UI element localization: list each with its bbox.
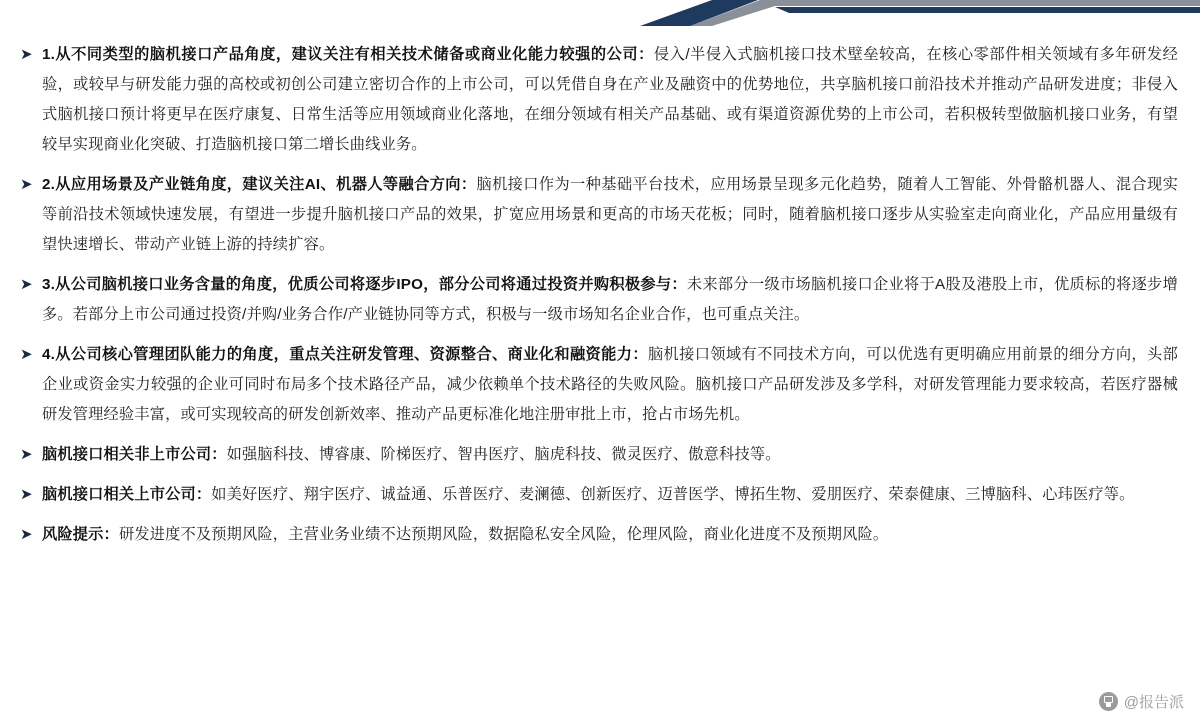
bullet-marker-icon: ➤ [20, 526, 33, 543]
bullet-body: 脑机接口作为一种基础平台技术，应用场景呈现多元化趋势，随着人工智能、外骨骼机器人、混合现实等前沿技术领域快速发展，有望进一步提升脑机接口产品的效果，扩宽应用场景和更高的市场天花板；同时，随着脑机接口逐步从实验室走向商业化，产品应用量级有望快速增长、带动产业链上游的持续扩容。 [42, 176, 1178, 253]
bullet-lead: 2.从应用场景及产业链角度，建议关注AI、机器人等融合方向： [42, 176, 477, 193]
bullet-marker-icon: ➤ [20, 446, 33, 463]
bullet-paragraph [42, 170, 1178, 260]
megaphone-icon [1099, 692, 1118, 711]
bullet-paragraph [42, 440, 1178, 470]
bullet-item [18, 340, 1178, 430]
bullet-item [18, 40, 1178, 160]
bullet-lead: 3.从公司脑机接口业务含量的角度，优质公司将逐步IPO，部分公司将通过投资并购积极参与： [42, 276, 687, 293]
bullet-paragraph [42, 520, 1178, 550]
bullet-body: 未来部分一级市场脑机接口企业将于A股及港股上市，优质标的将逐步增多。若部分上市公司通过投资/并购/业务合作/产业链协同等方式，积极与一级市场知名企业合作，也可重点关注。 [42, 276, 1178, 323]
bullet-lead: 1.从不同类型的脑机接口产品角度，建议关注有相关技术储备或商业化能力较强的公司： [42, 46, 654, 63]
bullet-body: 侵入/半侵入式脑机接口技术壁垒较高，在核心零部件相关领域有多年研发经验，或较早与研发能力强的高校或初创公司建立密切合作的上市公司，可以凭借自身在产业及融资中的优势地位，共享脑机接口前沿技术并推动产品研发进度；非侵入式脑机接口预计将更早在医疗康复、日常生活等应用领域商业化落地，在细分领域有相关产品基础、或有渠道资源优势的上市公司，若积极转型做脑机接口业务，有望较早实现商业化突破、打造脑机接口第二增长曲线业务。 [42, 46, 1178, 153]
bullet-lead: 脑机接口相关上市公司： [42, 486, 212, 503]
bullet-marker-icon: ➤ [20, 486, 33, 503]
bullet-body: 脑机接口领域有不同技术方向，可以优选有更明确应用前景的细分方向，头部企业或资金实力较强的企业可同时布局多个技术路径产品，减少依赖单个技术路径的失败风险。脑机接口产品研发涉及多学科，对研发管理能力要求较高，若医疗器械研发管理经验丰富，或可实现较高的研发创新效率、推动产品更标准化地注册审批上市，抢占市场先机。 [42, 346, 1178, 423]
bullet-paragraph [42, 270, 1178, 330]
bullet-lead: 脑机接口相关非上市公司： [42, 446, 227, 463]
bullet-item [18, 270, 1178, 330]
bullet-item [18, 480, 1178, 510]
watermark [1099, 691, 1184, 712]
bullet-item [18, 520, 1178, 550]
bullet-marker-icon: ➤ [20, 46, 33, 63]
bullet-marker-icon: ➤ [20, 346, 33, 363]
bullet-lead: 风险提示： [42, 526, 119, 543]
bullet-paragraph [42, 480, 1178, 510]
bullet-paragraph [42, 40, 1178, 160]
slide-top-decoration [0, 0, 1200, 26]
slide-content [0, 40, 1200, 560]
watermark-label: @报告派 [1123, 694, 1184, 711]
bullet-item [18, 170, 1178, 260]
bullet-item [18, 440, 1178, 470]
bullet-body: 如强脑科技、博睿康、阶梯医疗、智冉医疗、脑虎科技、微灵医疗、傲意科技等。 [226, 446, 781, 463]
bullet-paragraph [42, 340, 1178, 430]
bullet-body: 研发进度不及预期风险，主营业务业绩不达预期风险，数据隐私安全风险，伦理风险，商业化进度不及预期风险。 [118, 526, 889, 543]
bullet-body: 如美好医疗、翔宇医疗、诚益通、乐普医疗、麦澜德、创新医疗、迈普医学、博拓生物、爱朋医疗、荣泰健康、三博脑科、心玮医疗等。 [211, 486, 1135, 503]
bullet-marker-icon: ➤ [20, 276, 33, 293]
bullet-marker-icon: ➤ [20, 176, 33, 193]
bullet-lead: 4.从公司核心管理团队能力的角度，重点关注研发管理、资源整合、商业化和融资能力： [42, 346, 648, 363]
